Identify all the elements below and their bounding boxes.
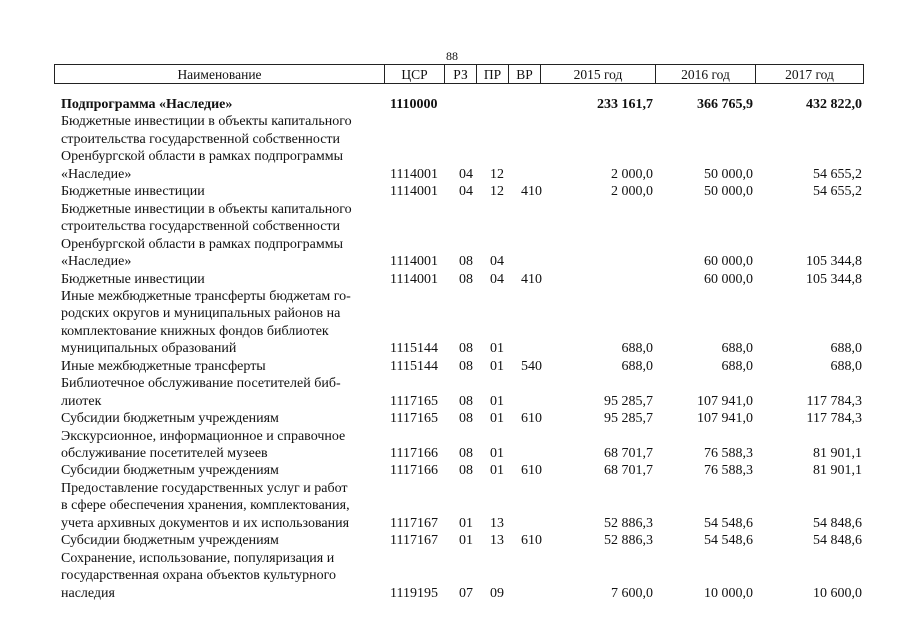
cell-rz: 08: [459, 254, 473, 270]
header-2016: 2016 год: [656, 65, 756, 83]
cell-vr: 610: [521, 463, 542, 479]
cell-csr: 1114001: [390, 254, 438, 270]
cell-name: Бюджетные инвестиции в объекты капитального: [61, 201, 352, 217]
cell-name: Сохранение, использование, популяризация и: [61, 550, 335, 566]
cell-y2015: 2 000,0: [611, 184, 653, 200]
table-row: [0, 340, 905, 357]
cell-y2016: 688,0: [721, 358, 753, 374]
header-2017: 2017 год: [785, 67, 834, 82]
table-row: [0, 462, 905, 479]
cell-pr: 01: [490, 341, 504, 357]
table-row: [0, 532, 905, 549]
cell-y2015: 95 285,7: [604, 393, 653, 409]
table-row: [0, 113, 905, 130]
cell-y2016: 107 941,0: [697, 393, 753, 409]
table-row: [0, 567, 905, 584]
table-row: [0, 410, 905, 427]
cell-name: государственная охрана объектов культурного: [61, 568, 337, 584]
cell-name: «Наследие»: [61, 166, 132, 182]
table-row: [0, 253, 905, 270]
cell-csr: 1114001: [390, 271, 438, 287]
cell-pr: 01: [490, 446, 504, 461]
table-row: [0, 428, 905, 445]
cell-y2015: 52 886,3: [604, 533, 653, 549]
cell-rz: 04: [459, 184, 473, 200]
cell-vr: 610: [521, 533, 542, 549]
table-row: [0, 218, 905, 235]
cell-name: в сфере обеспечения хранения, комплектования,: [61, 498, 350, 514]
cell-name: Оренбургской области в рамках подпрограммы: [61, 236, 344, 252]
cell-csr: 1117165: [390, 411, 438, 427]
cell-y2017: 105 344,8: [806, 271, 862, 287]
cell-y2016: 688,0: [721, 341, 753, 357]
cell-y2016: 10 000,0: [704, 585, 753, 601]
cell-y2016: 54 548,6: [704, 533, 753, 549]
cell-rz: 01: [459, 515, 473, 531]
header-2015: 2015 год: [541, 65, 656, 83]
cell-name: Экскурсионное, информационное и справочное: [61, 428, 346, 444]
cell-vr: 540: [521, 358, 542, 374]
cell-name: строительства государственной собственности: [61, 219, 341, 235]
cell-name: «Наследие»: [61, 254, 132, 270]
page-number: 88: [446, 49, 458, 63]
cell-y2017: 10 600,0: [813, 585, 862, 601]
header-vr: ВР: [509, 65, 541, 83]
cell-name: учета архивных документов и их использования: [61, 515, 350, 531]
cell-pr: 09: [490, 585, 504, 601]
cell-y2016: 107 941,0: [697, 411, 753, 427]
cell-y2016: 366 765,9: [697, 97, 753, 112]
table-header: [54, 64, 864, 84]
table-row: [0, 288, 905, 305]
cell-name: муниципальных образований: [61, 341, 237, 357]
cell-rz: 08: [459, 271, 473, 287]
cell-y2017: 688,0: [830, 341, 862, 357]
cell-y2017: 54 848,6: [813, 533, 862, 549]
cell-rz: 07: [459, 585, 473, 601]
cell-csr: 1114001: [390, 184, 438, 200]
cell-name: строительства государственной собственности: [61, 131, 341, 147]
header-rz: РЗ: [445, 65, 477, 83]
cell-y2017: 54 655,2: [813, 184, 862, 200]
cell-y2017: 105 344,8: [806, 254, 862, 270]
header-pr: ПР: [477, 65, 509, 83]
cell-name: Субсидии бюджетным учреждениям: [61, 411, 279, 427]
cell-rz: 08: [459, 463, 473, 479]
table-row: [0, 480, 905, 497]
cell-pr: 12: [490, 166, 504, 182]
cell-y2016: 60 000,0: [704, 254, 753, 270]
table-row: [0, 131, 905, 148]
cell-pr: 04: [490, 271, 504, 287]
cell-y2015: 233 161,7: [597, 97, 653, 112]
cell-csr: 1117167: [390, 533, 438, 549]
cell-name: лиотек: [61, 393, 102, 409]
cell-rz: 08: [459, 341, 473, 357]
cell-y2015: 2 000,0: [611, 166, 653, 182]
cell-y2017: 54 655,2: [813, 166, 862, 182]
table-row: [0, 550, 905, 567]
cell-pr: 13: [490, 533, 504, 549]
cell-name: Бюджетные инвестиции в объекты капитального: [61, 114, 352, 130]
cell-y2015: 688,0: [621, 358, 653, 374]
table-row: [0, 585, 905, 602]
cell-y2016: 50 000,0: [704, 166, 753, 182]
cell-pr: 01: [490, 411, 504, 427]
cell-y2017: 117 784,3: [806, 411, 862, 427]
table-row: [0, 323, 905, 340]
cell-name: обслуживание посетителей музеев: [61, 446, 268, 461]
cell-y2016: 76 588,3: [704, 463, 753, 479]
cell-csr: 1115144: [390, 341, 438, 357]
cell-pr: 04: [490, 254, 504, 270]
table-row: [0, 445, 905, 462]
header-csr: ЦСР: [385, 65, 445, 83]
cell-vr: 610: [521, 411, 542, 427]
cell-rz: 08: [459, 393, 473, 409]
table-row: [0, 166, 905, 183]
cell-y2016: 54 548,6: [704, 515, 753, 531]
table-row: [0, 305, 905, 322]
cell-rz: 01: [459, 533, 473, 549]
cell-csr: 1115144: [390, 358, 438, 374]
cell-rz: 08: [459, 358, 473, 374]
cell-y2016: 60 000,0: [704, 271, 753, 287]
table-row: [0, 358, 905, 375]
table-row: [0, 375, 905, 392]
cell-name: Субсидии бюджетным учреждениям: [61, 463, 279, 479]
cell-y2017: 81 901,1: [813, 446, 862, 461]
cell-vr: 410: [521, 184, 542, 200]
cell-name: Субсидии бюджетным учреждениям: [61, 533, 279, 549]
cell-y2015: 688,0: [621, 341, 653, 357]
table-row: [0, 201, 905, 218]
cell-pr: 12: [490, 184, 504, 200]
cell-name: Предоставление государственных услуг и работ: [61, 480, 348, 496]
cell-rz: 08: [459, 446, 473, 461]
table-row: [0, 148, 905, 165]
cell-y2016: 50 000,0: [704, 184, 753, 200]
cell-csr: 1117167: [390, 515, 438, 531]
cell-name: Бюджетные инвестиции: [61, 184, 205, 200]
cell-y2017: 54 848,6: [813, 515, 862, 531]
cell-csr: 1117166: [390, 463, 438, 479]
cell-csr: 1117166: [390, 446, 438, 461]
cell-y2015: 68 701,7: [604, 446, 653, 461]
table-row: [0, 497, 905, 514]
cell-y2015: 52 886,3: [604, 515, 653, 531]
cell-name: Оренбургской области в рамках подпрограммы: [61, 149, 344, 165]
cell-pr: 01: [490, 393, 504, 409]
cell-y2015: 7 600,0: [611, 585, 653, 601]
cell-rz: 04: [459, 166, 473, 182]
table-row: [0, 393, 905, 410]
cell-y2017: 81 901,1: [813, 463, 862, 479]
cell-name: Подпрограмма «Наследие»: [61, 97, 233, 112]
cell-name: Библиотечное обслуживание посетителей биб-: [61, 376, 341, 392]
cell-y2017: 117 784,3: [806, 393, 862, 409]
cell-name: комплектование книжных фондов библиотек: [61, 323, 329, 339]
table-row: [0, 271, 905, 288]
table-row: [0, 236, 905, 253]
table-row: [0, 515, 905, 532]
table-row: [0, 183, 905, 200]
cell-csr: 1119195: [390, 585, 438, 601]
cell-name: наследия: [61, 585, 115, 601]
cell-rz: 08: [459, 411, 473, 427]
cell-csr: 1117165: [390, 393, 438, 409]
cell-name: Иные межбюджетные трансферты: [61, 358, 266, 374]
cell-name: Бюджетные инвестиции: [61, 271, 205, 287]
cell-y2016: 76 588,3: [704, 446, 753, 461]
cell-csr: 1110000: [390, 97, 438, 112]
cell-y2017: 688,0: [830, 358, 862, 374]
header-name: Наименование: [55, 65, 385, 83]
cell-vr: 410: [521, 271, 542, 287]
cell-y2015: 95 285,7: [604, 411, 653, 427]
cell-pr: 13: [490, 515, 504, 531]
cell-csr: 1114001: [390, 166, 438, 182]
table-row: [0, 96, 905, 113]
cell-pr: 01: [490, 358, 504, 374]
cell-name: Иные межбюджетные трансферты бюджетам го-: [61, 288, 351, 304]
cell-y2015: 68 701,7: [604, 463, 653, 479]
cell-y2017: 432 822,0: [806, 97, 862, 112]
cell-pr: 01: [490, 463, 504, 479]
cell-name: родских округов и муниципальных районов на: [61, 306, 341, 322]
